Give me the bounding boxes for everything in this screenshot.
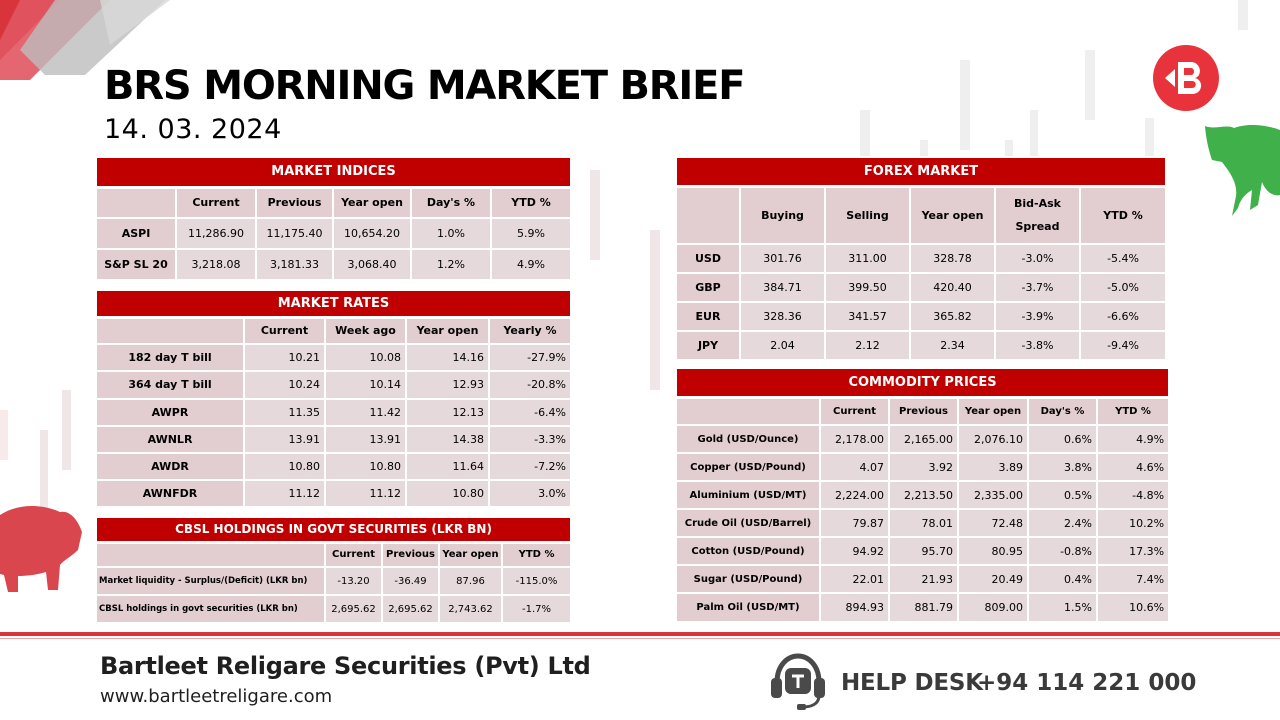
table-row — [96, 453, 571, 480]
cell: -36.49 — [382, 567, 439, 595]
cell: 1.2% — [411, 249, 491, 280]
table-row — [676, 565, 1169, 593]
cell: 3.89 — [958, 453, 1028, 481]
cell: 2,076.10 — [958, 425, 1028, 453]
cell: 0.6% — [1028, 425, 1097, 453]
footer-divider — [0, 632, 1280, 636]
cell: 809.00 — [958, 593, 1028, 622]
cell: 1.5% — [1028, 593, 1097, 622]
cell: 20.49 — [958, 565, 1028, 593]
cell: 10.2% — [1097, 509, 1169, 537]
cell: -115.0% — [502, 567, 571, 595]
row-label: Cotton (USD/Pound) — [676, 537, 820, 565]
row-label: 182 day T bill — [96, 344, 244, 371]
column-header: Year open — [406, 317, 489, 344]
table-row — [96, 371, 571, 398]
cell: 341.57 — [825, 302, 910, 331]
cell: 78.01 — [889, 509, 958, 537]
market-rates-table — [95, 289, 572, 508]
row-label: 364 day T bill — [96, 371, 244, 398]
table-row — [676, 331, 1166, 360]
cell: 3,068.40 — [333, 249, 411, 280]
cell: -9.4% — [1080, 331, 1166, 360]
row-label: Palm Oil (USD/MT) — [676, 593, 820, 622]
table-row — [676, 453, 1169, 481]
cell: 13.91 — [325, 426, 406, 453]
row-label: Sugar (USD/Pound) — [676, 565, 820, 593]
row-label: Aluminium (USD/MT) — [676, 481, 820, 509]
table-row — [96, 595, 571, 623]
row-label: Crude Oil (USD/Barrel) — [676, 509, 820, 537]
cell: 881.79 — [889, 593, 958, 622]
cell: -4.8% — [1097, 481, 1169, 509]
forex-market-table — [675, 156, 1167, 361]
cell: -6.4% — [489, 399, 571, 426]
cell: 11.35 — [244, 399, 325, 426]
cell: 2,224.00 — [820, 481, 889, 509]
cell: 22.01 — [820, 565, 889, 593]
row-label: Gold (USD/Ounce) — [676, 425, 820, 453]
cell: 13.91 — [244, 426, 325, 453]
cell: -3.9% — [995, 302, 1080, 331]
cell: 301.76 — [740, 244, 825, 273]
market-indices-table — [95, 156, 572, 281]
company-name: Bartleet Religare Securities (Pvt) Ltd — [100, 652, 591, 680]
table-row — [96, 218, 571, 249]
cell: 10.6% — [1097, 593, 1169, 622]
bid-ask-label: Bid-Ask — [1014, 197, 1061, 211]
table-row — [96, 567, 571, 595]
table-row — [676, 273, 1166, 302]
cell: 4.07 — [820, 453, 889, 481]
cell: -20.8% — [489, 371, 571, 398]
row-label: Market liquidity - Surplus/(Deficit) (LKR bn) — [96, 567, 325, 595]
commodity-prices-table — [675, 367, 1170, 623]
column-header: Year open — [439, 542, 502, 567]
row-label: AWNFDR — [96, 480, 244, 507]
column-header: Current — [820, 397, 889, 425]
column-header: YTD % — [502, 542, 571, 567]
cell: 11.12 — [325, 480, 406, 507]
cell: 3.0% — [489, 480, 571, 507]
row-label: S&P SL 20 — [96, 249, 176, 280]
column-header: Previous — [256, 187, 333, 218]
table-row — [96, 399, 571, 426]
cell: 2,178.00 — [820, 425, 889, 453]
column-header: Year open — [910, 186, 995, 244]
column-header: Year open — [333, 187, 411, 218]
row-label: JPY — [676, 331, 740, 360]
row-label: AWPR — [96, 399, 244, 426]
column-header: YTD % — [1097, 397, 1169, 425]
market-indices-title: MARKET INDICES — [96, 157, 571, 187]
cell: 2,335.00 — [958, 481, 1028, 509]
commodity-prices-title: COMMODITY PRICES — [676, 368, 1169, 397]
column-header: Yearly % — [489, 317, 571, 344]
cell: 11.42 — [325, 399, 406, 426]
cell: 3,181.33 — [256, 249, 333, 280]
cell: 10.80 — [325, 453, 406, 480]
cell: 95.70 — [889, 537, 958, 565]
row-label: EUR — [676, 302, 740, 331]
cell: -27.9% — [489, 344, 571, 371]
column-header: Previous — [889, 397, 958, 425]
table-row — [96, 426, 571, 453]
column-header: YTD % — [1080, 186, 1166, 244]
cell: 12.13 — [406, 399, 489, 426]
cell: 10.21 — [244, 344, 325, 371]
row-label: Copper (USD/Pound) — [676, 453, 820, 481]
page-title: BRS MORNING MARKET BRIEF — [104, 63, 745, 109]
table-row — [676, 481, 1169, 509]
brs-logo-icon — [1151, 43, 1221, 113]
headset-icon — [767, 650, 829, 712]
cell: 72.48 — [958, 509, 1028, 537]
column-header: Current — [176, 187, 256, 218]
cell: 2.04 — [740, 331, 825, 360]
report-date: 14. 03. 2024 — [104, 114, 282, 145]
cell: 0.4% — [1028, 565, 1097, 593]
row-label: CBSL holdings in govt securities (LKR bn) — [96, 595, 325, 623]
cell: 80.95 — [958, 537, 1028, 565]
cell: 2,695.62 — [382, 595, 439, 623]
column-header: Day's % — [1028, 397, 1097, 425]
cell: -1.7% — [502, 595, 571, 623]
cell: -3.7% — [995, 273, 1080, 302]
cell: 2.4% — [1028, 509, 1097, 537]
column-header: Selling — [825, 186, 910, 244]
helpdesk-label: HELP DESK — [841, 670, 983, 696]
cell: 384.71 — [740, 273, 825, 302]
cell: -13.20 — [325, 567, 382, 595]
bull-icon — [1205, 125, 1280, 216]
row-label: AWDR — [96, 453, 244, 480]
cell: 87.96 — [439, 567, 502, 595]
market-rates-title: MARKET RATES — [96, 290, 571, 317]
cell: -5.0% — [1080, 273, 1166, 302]
cbsl-holdings-table — [95, 516, 572, 624]
cell: -0.8% — [1028, 537, 1097, 565]
cell: -6.6% — [1080, 302, 1166, 331]
cbsl-holdings-title: CBSL HOLDINGS IN GOVT SECURITIES (LKR BN) — [96, 517, 571, 542]
cell: 10,654.20 — [333, 218, 411, 249]
cell: 11,175.40 — [256, 218, 333, 249]
cell: 21.93 — [889, 565, 958, 593]
row-label: ASPI — [96, 218, 176, 249]
website-link[interactable]: www.bartleetreligare.com — [100, 686, 333, 707]
cell: 10.14 — [325, 371, 406, 398]
cell: 14.16 — [406, 344, 489, 371]
bear-icon — [0, 506, 82, 592]
table-row — [676, 425, 1169, 453]
table-row — [676, 509, 1169, 537]
cell: 3,218.08 — [176, 249, 256, 280]
table-row — [676, 302, 1166, 331]
footer-divider-thin — [0, 638, 1280, 639]
cell: -5.4% — [1080, 244, 1166, 273]
cell: 328.36 — [740, 302, 825, 331]
column-header: Buying — [740, 186, 825, 244]
cell: 328.78 — [910, 244, 995, 273]
cell: 11.64 — [406, 453, 489, 480]
column-header: Previous — [382, 542, 439, 567]
cell: 311.00 — [825, 244, 910, 273]
cell: 4.9% — [1097, 425, 1169, 453]
cell: 1.0% — [411, 218, 491, 249]
cell: 10.80 — [406, 480, 489, 507]
cell: 0.5% — [1028, 481, 1097, 509]
column-header: Current — [325, 542, 382, 567]
row-label: GBP — [676, 273, 740, 302]
cell: -7.2% — [489, 453, 571, 480]
row-label: AWNLR — [96, 426, 244, 453]
cell: 420.40 — [910, 273, 995, 302]
table-row — [96, 344, 571, 371]
cell: 4.6% — [1097, 453, 1169, 481]
column-header: Day's % — [411, 187, 491, 218]
cell: 2,695.62 — [325, 595, 382, 623]
table-row — [676, 537, 1169, 565]
row-label: USD — [676, 244, 740, 273]
table-row — [676, 244, 1166, 273]
column-header: Year open — [958, 397, 1028, 425]
cell: 17.3% — [1097, 537, 1169, 565]
table-row — [96, 249, 571, 280]
cell: 5.9% — [491, 218, 571, 249]
cell: 10.24 — [244, 371, 325, 398]
cell: 365.82 — [910, 302, 995, 331]
cell: 2,165.00 — [889, 425, 958, 453]
cell: 2,743.62 — [439, 595, 502, 623]
helpdesk-phone[interactable]: +94 114 221 000 — [977, 670, 1197, 696]
forex-market-title: FOREX MARKET — [676, 157, 1166, 186]
column-header: Week ago — [325, 317, 406, 344]
cell: 7.4% — [1097, 565, 1169, 593]
cell: 12.93 — [406, 371, 489, 398]
cell: 4.9% — [491, 249, 571, 280]
cell: 2.34 — [910, 331, 995, 360]
cell: 3.8% — [1028, 453, 1097, 481]
cell: 11,286.90 — [176, 218, 256, 249]
table-row — [676, 593, 1169, 622]
cell: 11.12 — [244, 480, 325, 507]
cell: 79.87 — [820, 509, 889, 537]
cell: -3.3% — [489, 426, 571, 453]
cell: 10.08 — [325, 344, 406, 371]
column-header: YTD % — [491, 187, 571, 218]
cell: 94.92 — [820, 537, 889, 565]
cell: 14.38 — [406, 426, 489, 453]
cell: 3.92 — [889, 453, 958, 481]
cell: 2,213.50 — [889, 481, 958, 509]
cell: -3.8% — [995, 331, 1080, 360]
cell: 894.93 — [820, 593, 889, 622]
column-header-bid-ask-spread — [995, 186, 1080, 244]
cell: -3.0% — [995, 244, 1080, 273]
spread-label: Spread — [1015, 220, 1060, 234]
cell: 10.80 — [244, 453, 325, 480]
column-header: Current — [244, 317, 325, 344]
cell: 2.12 — [825, 331, 910, 360]
table-row — [96, 480, 571, 507]
cell: 399.50 — [825, 273, 910, 302]
